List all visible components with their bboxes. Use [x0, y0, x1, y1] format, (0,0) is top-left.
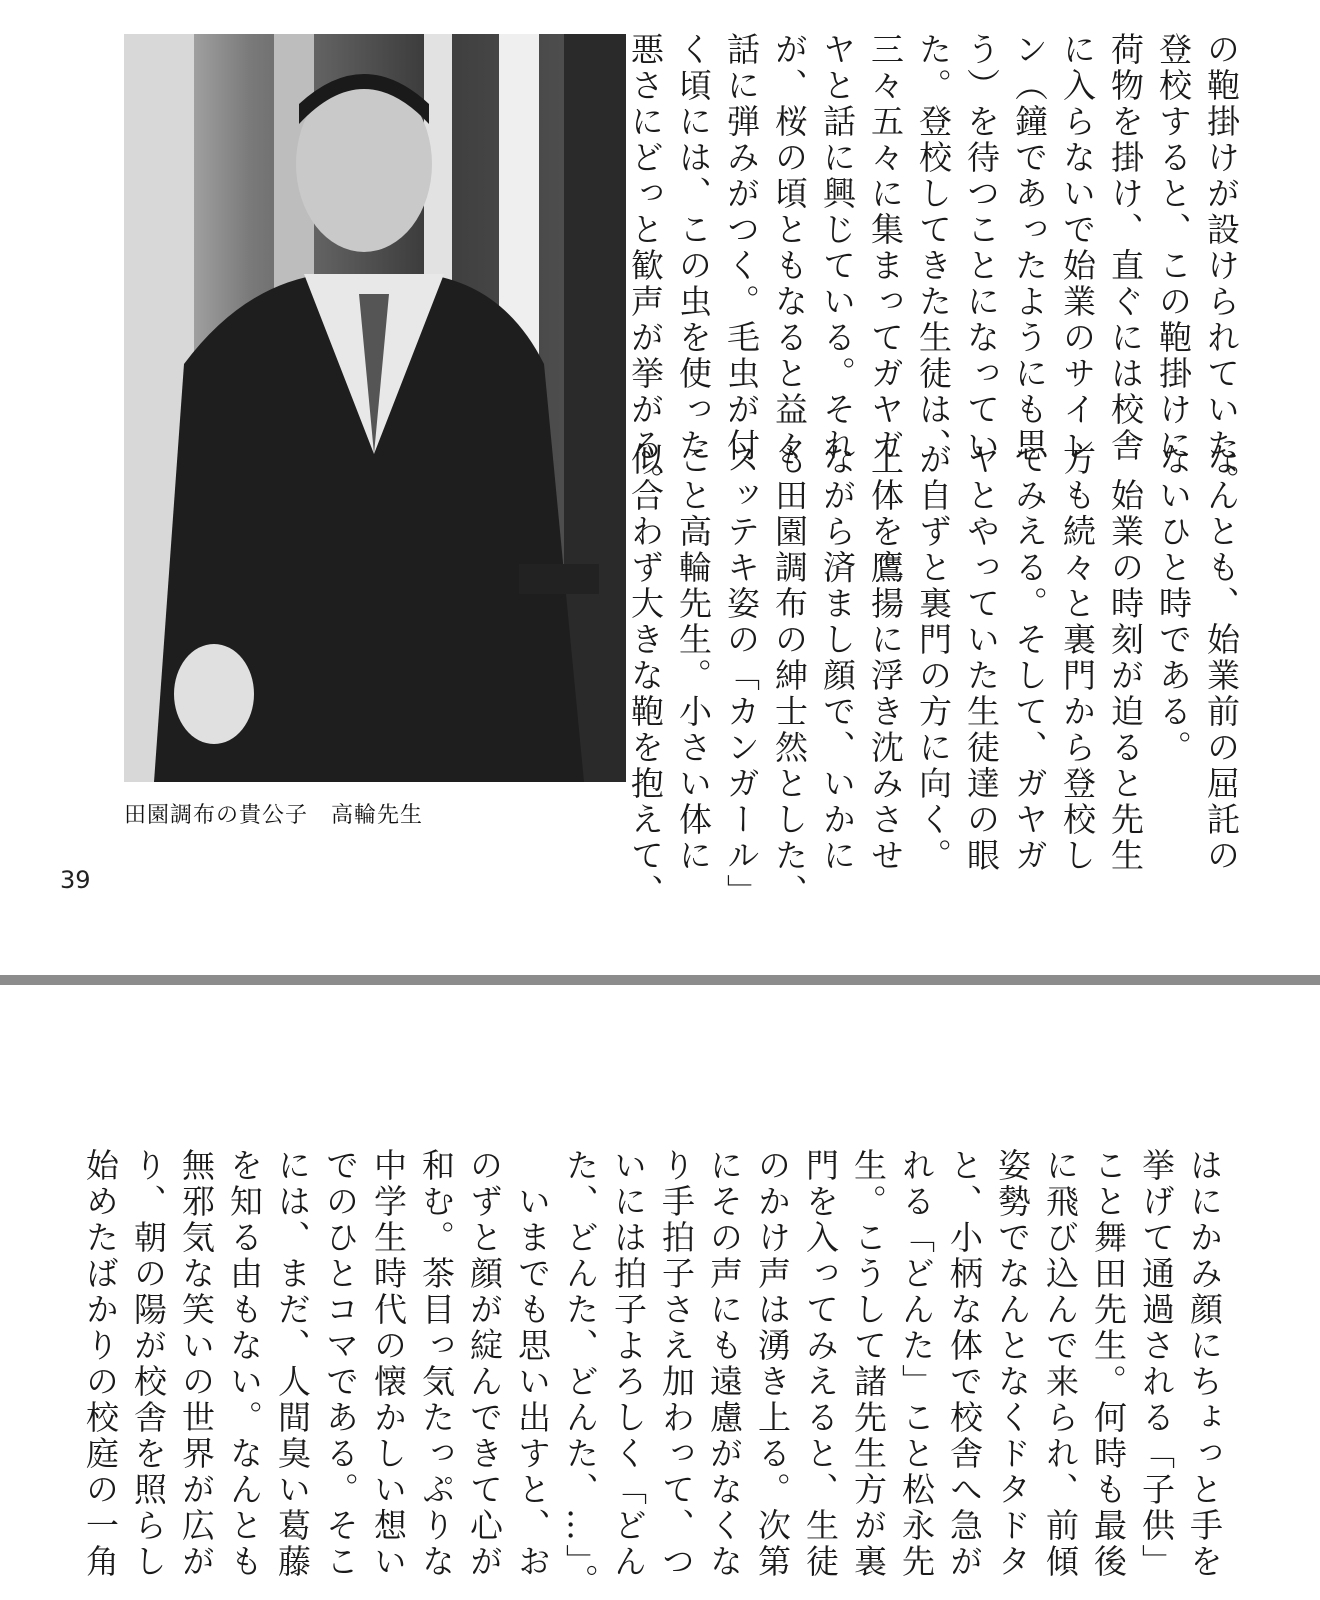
body-text-top-lower: なんとも、始業前の屈託の ないひと時である。 始業の時刻が迫ると先生 方も続々と裏門から登校し てみえる。そして、ガヤガ ヤとやっていた生徒達の眼 が自ずと裏門の方に向く。 上体を鷹揚に浮き沈みさせ ながら済まし顔で、いかに も田園調布の紳士然とした、 スッテキ姿の「カンガール」 こと高輪先生。小さい体に 似合わず大きな鞄を抱えて、 — [626, 442, 1241, 910]
body-text-top-upper: の鞄掛けが設けられていた。 登校すると、この鞄掛けに 荷物を掛け、直ぐには校舎 に入らないで始業のサイレ ン（鐘であったようにも思 う）を待つことになってい た。登校してきた生徒は、 三々五々に集まってガヤガ ヤと話に興じている。それ が、桜の頃ともなると益々 話に弾みがつく。毛虫が付 く頃には、この虫を使った 悪さにどっと歓声が挙がる。 — [626, 32, 1241, 500]
page-number: 39 — [60, 866, 91, 894]
portrait-image — [124, 34, 626, 782]
page-divider — [0, 975, 1320, 985]
teacher-photo — [124, 34, 626, 782]
body-text-bottom: はにかみ顔にちょっと手を 挙げて通過される「子供」 こと舞田先生。何時も最後 に飛び込んで来られ、前傾 姿勢でなんとなくドタドタ と、小柄な体で校舎へ急が れる「どんた」こと松永先 生。こうして諸先生方が裏 門を入ってみえると、生徒 のかけ声は湧き上る。次第 にその声にも遠慮がなくな り手拍子さえ加わって、つ いには拍子よろしく「どん た、どんた、どんた、…」。 いまでも思い出すと、お のずと顔が綻んできて心が 和む。茶目っ気たっぷりな 中学生時代の懐かしい想い でのひとコマである。そこ には、まだ、人間臭い葛藤 を知る由もない。なんとも 無邪気な笑いの世界が広が り、朝の陽が校舎を照らし 始めたばかりの校庭の一角 — [81, 1148, 1224, 1600]
photo-caption: 田園調布の貴公子 高輪先生 — [124, 803, 424, 828]
